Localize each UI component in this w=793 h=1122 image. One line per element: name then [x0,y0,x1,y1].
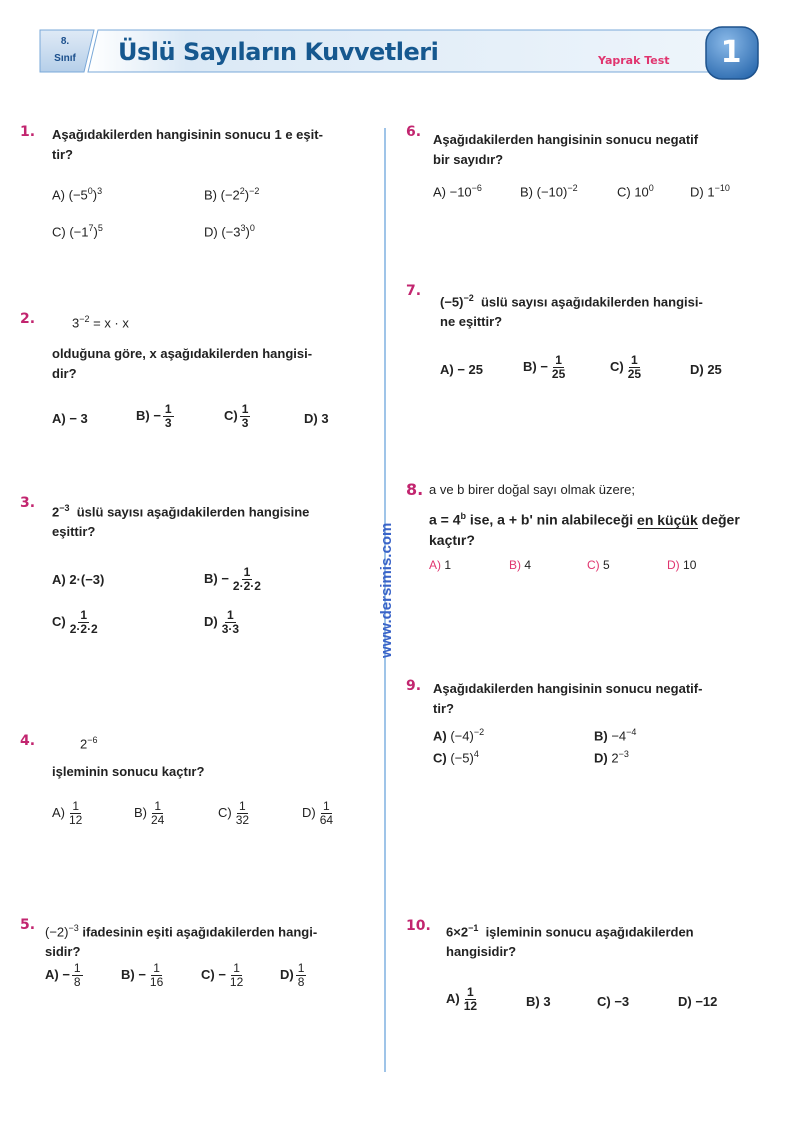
test-type-label: Yaprak Test [598,54,670,67]
question-2-expression: $3^{-2} = x \cdot x$ [72,314,129,331]
question-3-number: 3. [20,495,36,511]
watermark [372,510,400,660]
question-10-option-b[interactable]: B) 3 [526,994,551,1009]
question-1-option-d[interactable]: D) $(-3^3)^0$ [204,223,255,240]
question-10-option-c[interactable]: C) −3 [597,994,630,1009]
question-3-option-d[interactable]: D) $\frac{1}{3\cdot 3}$ [204,608,240,636]
question-1-option-b[interactable]: B) $(-2^2)^{-2}$ [204,186,260,203]
question-2-option-c[interactable]: C) $\frac{1}{3}$ [224,402,249,430]
question-6-option-a[interactable]: $A) -10^{-6}$ [433,183,482,200]
question-9-text: Aşağıdakilerden hangisinin sonucu negatif- tir? [433,681,703,716]
question-7-option-a[interactable]: A) − 25 [440,362,483,377]
question-1-option-c[interactable]: C) $(-1^7)^5$ [52,223,103,240]
question-4-option-d[interactable]: D) $\frac{1}{64}$ [302,799,334,827]
page-title: Üslü Sayıların Kuvvetleri [118,38,439,66]
question-3-option-b[interactable]: B) − $\frac{1}{2\cdot 2\cdot 2}$ [204,565,261,593]
question-2-option-d[interactable]: D) 3 [304,411,329,426]
question-6-option-d[interactable]: D) $1^{-10}$ [690,183,730,200]
question-5-option-c[interactable]: C) − $\frac{1}{12}$ [201,961,244,989]
question-4-option-a[interactable]: A) $\frac{1}{12}$ [52,799,83,827]
question-3-option-c[interactable]: C) $\frac{1}{2\cdot 2\cdot 2}$ [52,608,98,636]
question-6-text: Aşağıdakilerden hangisinin sonucu negatif bir sayıdır? [433,132,699,167]
grade-label: Sınıf [54,53,76,64]
question-9-option-c[interactable]: C) $(-5)^4$ [433,749,479,766]
question-2-option-b[interactable]: B) − $\frac{1}{3}$ [136,402,172,430]
question-7-option-d[interactable]: D) 25 [690,362,722,377]
question-4-text: işleminin sonucu kaçtır? [52,764,205,779]
question-9-option-b[interactable]: $B) -4^{-4}$ [594,727,637,744]
question-10-option-a[interactable]: A) $\frac{1}{12}$ [446,985,478,1013]
question-1-option-a[interactable]: A) $(-5^0)^3$ [52,186,103,203]
question-2-option-a[interactable]: A) − 3 [52,411,88,426]
question-1-text: Aşağıdakilerden hangisinin sonucu 1 e eşit- tir? [52,127,323,162]
question-6-option-b[interactable]: B) $(-10)^{-2}$ [520,183,578,200]
question-7-option-c[interactable]: C) $\frac{1}{25}$ [610,353,642,381]
question-8-intro: a ve b birer doğal sayı olmak üzere; [429,482,635,497]
question-6-option-c[interactable]: C) $10^0$ [617,183,654,200]
grade-number: 8. [60,36,70,47]
grade-box [38,28,92,72]
question-9-option-d[interactable]: D) $2^{-3}$ [594,749,629,766]
question-9-option-a[interactable]: A) $(-4)^{-2}$ [433,727,485,744]
question-10-number: 10. [406,918,431,934]
question-5-option-d[interactable]: D) $\frac{1}{8}$ [280,961,305,989]
question-5-number: 5. [20,917,36,933]
question-4-option-c[interactable]: C) $\frac{1}{32}$ [218,799,250,827]
question-4-number: 4. [20,733,36,749]
question-9-number: 9. [406,678,422,694]
question-4-expression: $2^{-6}$ [80,735,98,752]
question-8-text: $a = 4^b$ ise, a + b' nin alabileceği en küçük değer kaçtır? [429,511,740,548]
test-number: 1 [720,35,742,70]
question-6-number: 6. [406,124,422,140]
question-8-number: 8. [406,480,424,499]
question-8-option-a[interactable]: A) 1 [429,558,452,572]
question-2-text: olduğuna göre, x aşağıdakilerden hangisi- dir? [52,346,313,381]
question-5-text: $(-2)^{-3}$ ifadesinin eşiti aşağıdakilerden hangi- sidir? [45,923,318,960]
question-3-text: $2^{-3}$ üslü sayısı aşağıdakilerden hangisine eşittir? [52,503,310,540]
question-5-option-b[interactable]: B) − $\frac{1}{16}$ [121,961,164,989]
question-10-text: $6\times 2^{-1}$ işleminin sonucu aşağıdakilerden hangisidir? [446,923,694,960]
question-2-number: 2. [20,311,36,327]
question-8-option-d[interactable]: D) 10 [667,558,697,572]
question-4-option-b[interactable]: B) $\frac{1}{24}$ [134,799,165,827]
question-10-option-d[interactable]: D) −12 [678,994,718,1009]
question-7-text: $(-5)^{-2}$ üslü sayısı aşağıdakilerden hangisi- ne eşittir? [440,293,703,330]
question-7-option-b[interactable]: B) − $\frac{1}{25}$ [523,353,566,381]
question-5-option-a[interactable]: A) − $\frac{1}{8}$ [45,961,81,989]
question-8-option-c[interactable]: C) 5 [587,558,610,572]
question-8-option-b[interactable]: B) 4 [509,558,532,572]
question-1-number: 1. [20,124,36,140]
watermark-text: www.dersimis.com [378,522,395,658]
question-3-option-a[interactable]: A) 2·(−3) [52,572,105,587]
question-7-number: 7. [406,283,422,299]
